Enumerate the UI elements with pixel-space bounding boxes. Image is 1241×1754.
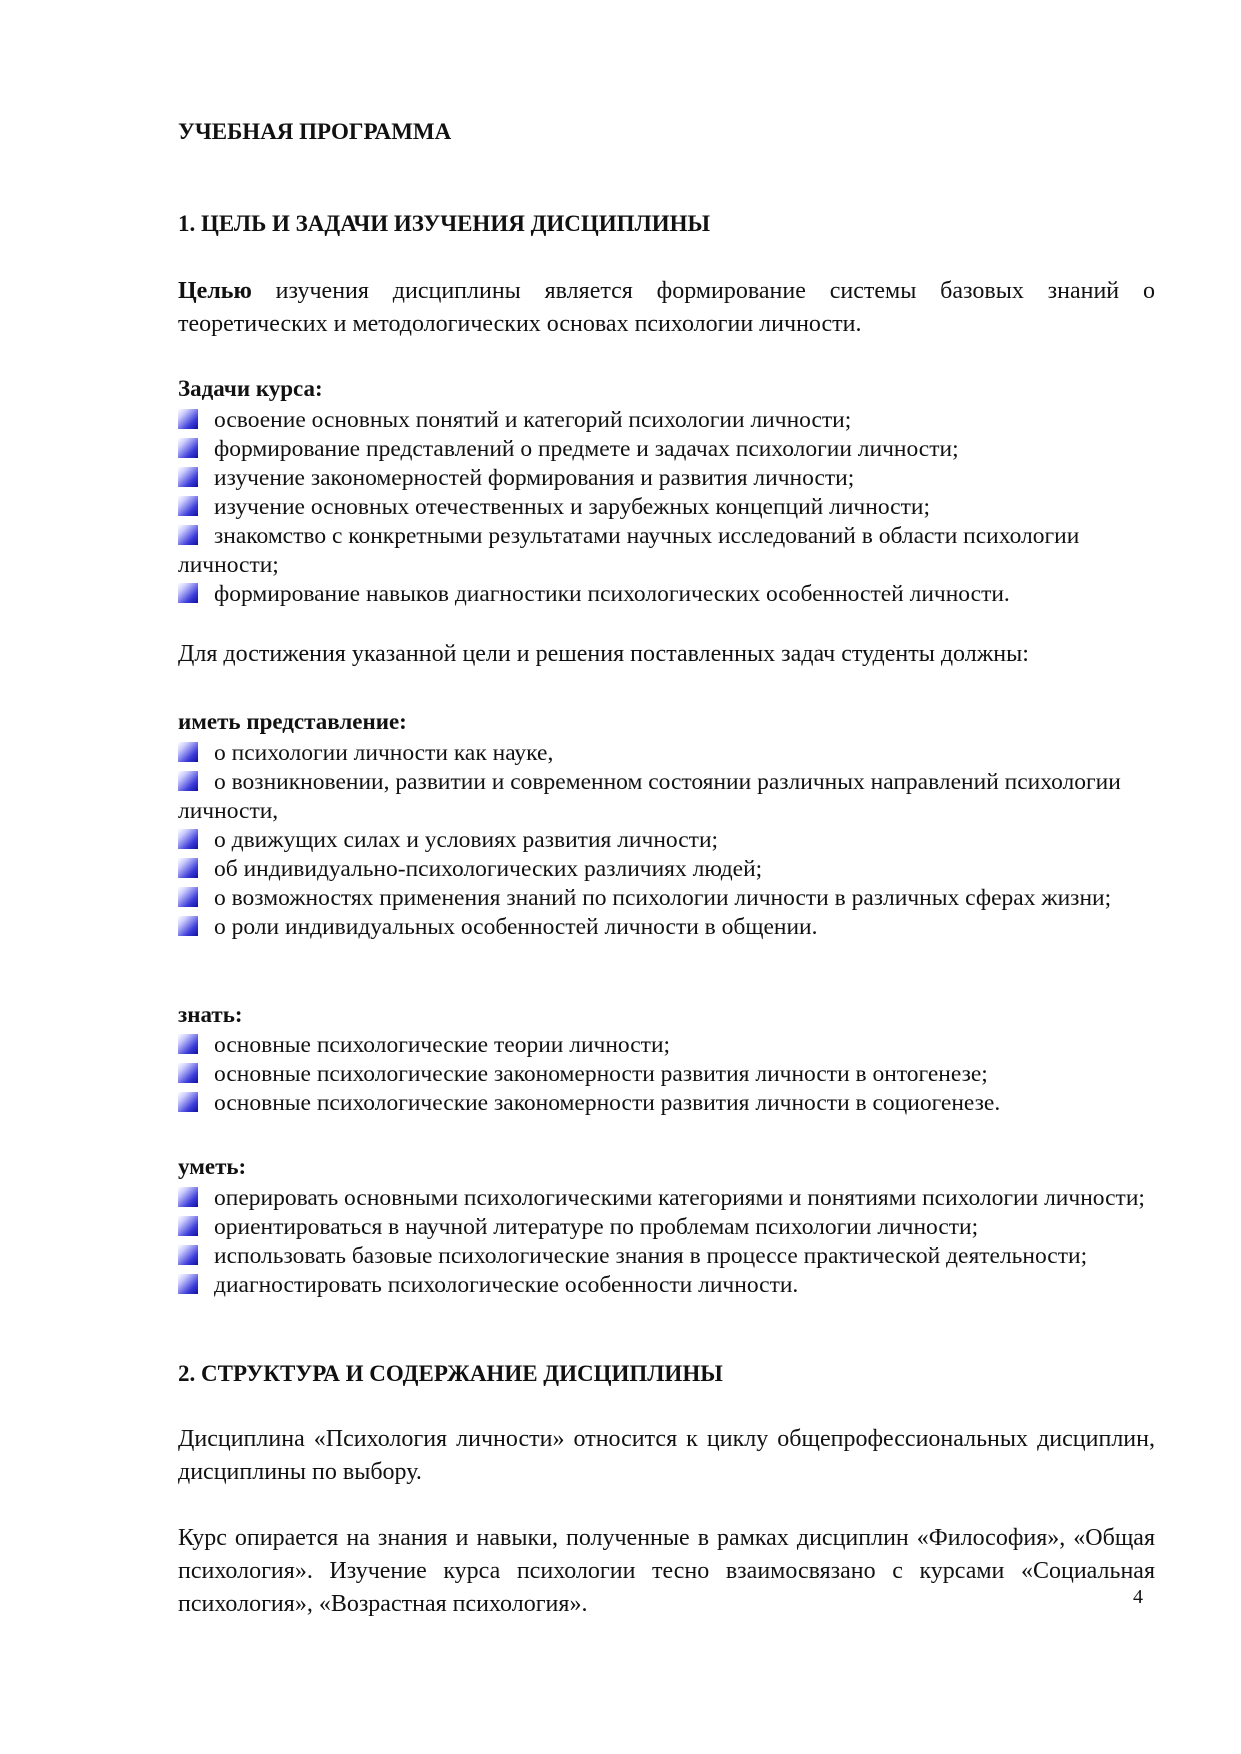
square-bullet-icon — [178, 1245, 198, 1265]
square-bullet-icon — [178, 1187, 198, 1207]
know-label: знать: — [178, 1002, 243, 1027]
square-bullet-icon — [178, 496, 198, 516]
square-bullet-icon — [178, 916, 198, 936]
square-bullet-icon — [178, 467, 198, 487]
list-item: формирование представлений о предмете и задачах психологии личности; — [178, 435, 1155, 464]
list-item: основные психологические теории личности; — [178, 1031, 1155, 1060]
square-bullet-icon — [178, 1092, 198, 1112]
have-list — [178, 739, 1155, 942]
tasks-list — [178, 406, 1155, 609]
square-bullet-icon — [178, 438, 198, 458]
section-2-paragraph-1: Дисциплина «Психология личности» относится к циклу общепрофессиональных дисциплин, дисциплины по выбору. — [178, 1426, 1155, 1485]
list-item: изучение закономерностей формирования и развития личности; — [178, 464, 1155, 493]
square-bullet-icon — [178, 1216, 198, 1236]
goal-text: изучения дисциплины является формирование системы базовых знаний о теоретических и методологических основах психологии личности. — [178, 278, 1155, 337]
page-number: 4 — [1133, 1586, 1143, 1608]
square-bullet-icon — [178, 742, 198, 762]
list-item: освоение основных понятий и категорий психологии личности; — [178, 406, 1155, 435]
list-item: о движущих силах и условиях развития личности; — [178, 826, 1155, 855]
know-list — [178, 1031, 1155, 1118]
list-item: о возможностях применения знаний по психологии личности в различных сферах жизни; — [178, 884, 1155, 913]
square-bullet-icon — [178, 1034, 198, 1054]
tasks-label: Задачи курса: — [178, 376, 323, 401]
list-item: знакомство с конкретными результатами научных исследований в области психологии личности; — [178, 523, 1080, 578]
intro-paragraph: Для достижения указанной цели и решения поставленных задач студенты должны: — [178, 641, 1029, 667]
list-item: основные психологические закономерности развития личности в социогенезе. — [178, 1089, 1155, 1118]
list-item: оперировать основными психологическими категориями и понятиями психологии личности; — [178, 1184, 1155, 1213]
list-item: о роли индивидуальных особенностей личности в общении. — [178, 913, 1155, 942]
square-bullet-icon — [178, 409, 198, 429]
section-1-heading: 1. ЦЕЛЬ И ЗАДАЧИ ИЗУЧЕНИЯ ДИСЦИПЛИНЫ — [178, 211, 711, 236]
section-2-paragraph-2: Курс опирается на знания и навыки, полученные в рамках дисциплин «Философия», «Общая психология». Изучение курса психологии тесно взаимосвязано с курсами «Социальная психология», «Возрастная психология». — [178, 1525, 1155, 1617]
can-label: уметь: — [178, 1154, 247, 1179]
square-bullet-icon — [178, 1063, 198, 1083]
list-item: об индивидуально-психологических различиях людей; — [178, 855, 1155, 884]
square-bullet-icon — [178, 583, 198, 603]
list-item: диагностировать психологические особенности личности. — [178, 1271, 1155, 1300]
have-label: иметь представление: — [178, 709, 407, 734]
list-item: о возникновении, развитии и современном состоянии различных направлений психологии личности, — [178, 769, 1121, 824]
goal-lead: Целью — [178, 278, 252, 304]
section-2-heading: 2. СТРУКТУРА И СОДЕРЖАНИЕ ДИСЦИПЛИНЫ — [178, 1361, 723, 1386]
list-item: изучение основных отечественных и зарубежных концепций личности; — [178, 493, 1155, 522]
list-item: основные психологические закономерности развития личности в онтогенезе; — [178, 1060, 1155, 1089]
square-bullet-icon — [178, 525, 198, 545]
square-bullet-icon — [178, 858, 198, 878]
square-bullet-icon — [178, 1274, 198, 1294]
square-bullet-icon — [178, 887, 198, 907]
list-item: формирование навыков диагностики психологических особенностей личности. — [178, 580, 1155, 609]
list-item: использовать базовые психологические знания в процессе практической деятельности; — [178, 1242, 1155, 1271]
square-bullet-icon — [178, 771, 198, 791]
list-item: о психологии личности как науке, — [178, 739, 1155, 768]
can-list — [178, 1184, 1155, 1300]
document-title: УЧЕБНАЯ ПРОГРАММА — [178, 119, 452, 144]
square-bullet-icon — [178, 829, 198, 849]
goal-paragraph — [178, 275, 1155, 341]
list-item: ориентироваться в научной литературе по проблемам психологии личности; — [178, 1213, 1155, 1242]
